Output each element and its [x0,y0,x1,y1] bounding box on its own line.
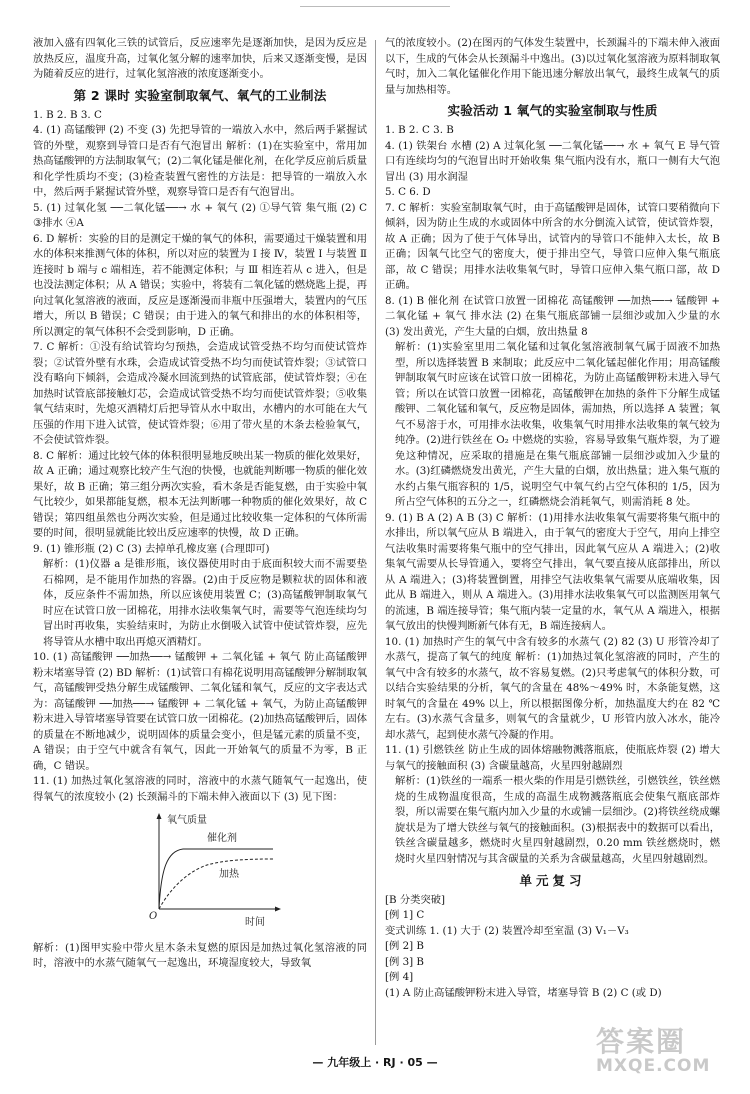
review-line: (1) A 防止高锰酸钾粉末进入导管，堵塞导管 B (2) C (或 D) [385,986,662,999]
unit-review-title: 单元复习 [519,873,586,888]
answer-line: 6. D 解析：实验的目的是测定干燥的氧气的体积，需要通过干燥装置和用水的体积来推测气体的体积，所以对应的装置为 Ⅰ 接 Ⅳ，装置 Ⅰ 与装置 Ⅱ 连接时 b 端与 c 端相连，若不能测定体积；与 Ⅲ 相连若从 c 进入，但是也没法测定体积；从 A 错误；实验中，将装有二氧化锰的燃烧匙上提，再向过氧化氢溶液的液面，反应是逐渐漫而非瓶中压强增大，装置内的气压增大，所以 B 错误；C 错误；由于进入的氧气和排出的水的体积相等，所以测定的氧气体积不会受到影响，D 正确。 [33,232,367,338]
answer-line: 5. C 6. D [385,186,431,198]
answer-line: 9. (1) B A (2) A B (3) C 解析：(1)用排水法收集氧气需要将集气瓶中的水排出，所以氧气应从 B 端进入，由于氧气的密度大于空气，用向上排空气法收集时需要将集气瓶中的空气排出，因此氧气应从 A 端进入；(2)收集氧气需要从长导管通入，要将空气排出，氧气要直接从底部排出，所以从 A 端进入；(3)将装置倒置，用排空气法收集氧气需要从底端收集，因此从 B 端进入，则从 A 端进入。(3)用排水法收集氧气可以监测医用氧气的流速，B 端连接导管；集气瓶内装一定量的水，氧气从 A 端进入，根据氧气放出的快慢判断新气体有无，B 端连接病人。 [385,511,720,632]
x-axis-arrow [275,907,281,912]
answer-line: 1. B 2. B 3. C [33,108,102,121]
review-line: [例 4] [385,971,414,983]
watermark-logo [596,1020,720,1084]
answer-line: 4. (1) 铁架台 水槽 (2) A 过氧化氢 ──二氧化锰──→ 水 + 氧气 E 导气管口有连续均匀的气泡冒出时开始收集 集气瓶内没有水，瓶口一侧有大气泡冒出 (3) 用水润湿 [385,139,720,183]
analysis-line: 解析：(1)图甲实验中带火星木条未复燃的原因是加热过氧化氢溶液的同时，溶液中的水蒸气随氧气一起逸出，环境湿度较大，导致氧 [33,941,367,969]
section-title-activity-1: 实验活动 1 氧气的实验室制取与性质 [447,103,658,118]
series-catalyst-label: 催化剂 [207,833,237,844]
watermark-domain: MXQE.COM [596,1056,711,1076]
left-intro: 液加入盛有四氧化三铁的试管后，反应速率先是逐渐加快，是因为反应是放热反应，温度升高，过氧化氢分解的速率加快，后来又逐渐变慢，是因为随着反应的进行，过氧化氢溶液的浓度逐渐变小。 [33,37,367,80]
review-line: [例 1] C [385,909,425,921]
answer-line: 10. (1) 加热时产生的氧气中含有较多的水蒸气 (2) 82 (3) U 形管冷却了水蒸气，提高了氧气的纯度 解析：(1)加热过氧化氢溶液的同时，产生的氧气中含有较多的水蒸气，故不容易复燃。(2)只考虑氧气的体积分数，可以结合实验结果的分析，氧气的含量在 48%～49% 时，木条能复燃，这时氧气的含量在 49% 以上，所以根据图像分析，加热温度大约在 82 ℃ 左右。(3)水蒸气含量多，则氧气的含量就少，U 形管内放入冰水，能冷却水蒸气，起到使水蒸气冷凝的作用。 [385,635,720,741]
review-line: [例 2] B [385,940,424,952]
answer-line: 8. C 解析：通过比较气体的体积很明显地反映出某一物质的催化效果好，故 A 正确；通过观察比较产生气泡的快慢，也就能判断哪一物质的催化效果好，故 B 正确；第三组分两次实验，看木条是否能复燃，由于实验中氧气比较少，如果都能复燃，根本无法判断哪一种物质的催化效果好，故 C 错误；第四组虽然也分两次实验，但是通过比较收集一定体积的气体所需要的时间，很明显就能比较出反应速率的快慢，故 D 正确。 [33,449,367,539]
origin-label: O [149,911,158,922]
y-axis-label: 氧气质量 [167,815,207,826]
answer-line: 5. (1) 过氧化氢 ──二氧化锰──→ 水 + 氧气 (2) ①导气管 集气瓶 (2) C ③排水 ④A [33,201,367,229]
answer-line: 解析：(1)铁丝的一端系一根火柴的作用是引燃铁丝，引燃铁丝，铁丝燃烧的生成物温度很高，生成的高温生成物溅落瓶底会使集气瓶底部炸裂，所以需要在集气瓶内加入少量的水或铺一层细沙。(2)将铁丝绕成螺旋状是为了增大铁丝与氧气的接触面积。(3)根据表中的数据可以看出，铁丝含碳量越多，燃烧时火星四射越剧烈，0.20 mm 铁丝燃烧时，燃烧时火星四射情况与其含碳量的关系为含碳量越高，火星四射越剧烈。 [395,775,720,865]
y-axis-arrow [157,813,162,819]
top-rule [300,6,450,7]
column-divider [375,40,376,1045]
series-heating-label: 加热 [219,869,239,880]
series-catalyst-line [159,849,273,909]
right-intro: 气的浓度较小。(2)在图丙的气体发生装置中，长颈漏斗的下端未伸入液面以下，生成的气体会从长颈漏斗中逸出。(3)以过氧化氢溶液为原料制取氧气时，加入二氧化锰催化作用下能迅速分解放出氧气，最终生成氧气的质量与加热相等。 [385,37,720,96]
answer-line: 11. (1) 加热过氧化氢溶液的同时，溶液中的水蒸气随氧气一起逸出，使得氧气的浓度较小 (2) 长颈漏斗的下端未伸入液面以下 (3) 见下图： [33,775,367,803]
answer-line: 11. (1) 引燃铁丝 防止生成的固体熔融物溅落瓶底，使瓶底炸裂 (2) 增大与氧气的接触面积 (3) 含碳量越高，火星四射越剧烈 [385,744,720,772]
page-footer: — 九年级上 · RJ · 05 — [312,1056,438,1069]
left-column [33,36,367,972]
answer-line: 解析：(1)仪器 a 是锥形瓶，该仪器使用时由于底面积较大而不需要垫石棉网，是不能用作加热的容器。(2)由于反应物是颗粒状的固体和液体，反应条件不需加热，所以应该使用装置 C；(3)高锰酸钾制取氧气时应在试管口放一团棉花，用排水法收集氧气时，需要等气泡连续均匀冒出时再收集，实验结束时，为防止水倒吸入试管中使试管炸裂，应先将导管从水槽中取出再熄灭酒精灯。 [43,558,367,648]
series-heating-line [159,859,273,909]
answer-line: 解析：(1)实验室里用二氧化锰和过氧化氢溶液制氧气属于固液不加热型，所以选择装置 B 来制取；此反应中二氧化锰起催化作用；用高锰酸钾制取氧气时应该在试管口放一团棉花，为防止高锰酸钾粉末进入导气管；所以在试管口放置一团棉花，高锰酸钾在加热的条件下分解生成锰酸钾、二氧化锰和氧气，反应物是固体，需加热，所以选择 A 装置；氧气不易溶于水，可用排水法收集，收集氧气时用排水法收集的氧气较为纯净。(2)进行铁丝在 O₂ 中燃烧的实验，容易导致集气瓶炸裂，为了避免这种情况，应采取的措施是在集气瓶底部铺一层细沙或加入少量的水。(3)红磷燃烧发出黄光，产生大量的白烟，放出热量；进入集气瓶的水约占集气瓶容积的 1/5，说明空气中氧气约占空气体积的 1/5，因为所占空气体积的五分之一，红磷燃烧会消耗氧气，则需消耗 8 处。 [395,341,720,508]
section-title-lesson-2: 第 2 课时 实验室制取氧气、氧气的工业制法 [73,87,327,103]
review-line: 变式训练 1. (1) 大于 (2) 装置冷却至室温 (3) V₁－V₃ [385,924,629,937]
review-line: [B 分类突破] [385,893,446,906]
answer-line: 7. C 解析：实验室制取氧气时，由于高锰酸钾是固体，试管口要稍微向下倾斜，因为防止生成的水或固体中所含的水分倒流入试管，使试管炸裂，故 A 正确；因为了使于气体导出，试管内的导管口不能伸入太长，故 B 正确；因氧气比空气的密度大，便于排出空气，导管口应伸入集气瓶底部，故 C 错误；用排水法收集氧气时，导管口应伸入集气瓶口部，故 D 正确。 [385,201,720,291]
answer-line: 8. (1) B 催化剂 在试管口放置一团棉花 高锰酸钾 ──加热──→ 锰酸钾 + 二氧化锰 + 氧气 排水法 (2) 在集气瓶底部铺一层细沙或加入少量的水 (3) 发出黄光，产生大量的白烟，放出热量 8 [385,294,720,338]
answer-line: 7. C 解析：①没有给试管均匀预热，会造成试管受热不均匀而使试管炸裂；②试管外壁有水珠，会造成试管受热不均匀而使试管炸裂；③试管口没有略向下倾斜，会造成冷凝水回流到热的试管底部，使试管炸裂；④在加热时试管底部接触灯芯，会造成试管受热不均匀而使试管炸裂；⑤收集氧气结束时，先熄灭酒精灯后把导管从水中取出，水槽内的水可能在大气压强的作用下进入试管，使试管炸裂；⑥用了带火星的木条去检验氧气，不会使试管炸裂。 [33,341,367,446]
oxygen-mass-diagram [137,809,287,931]
answer-line: 10. (1) 高锰酸钾 ──加热──→ 锰酸钾 + 二氧化锰 + 氧气 防止高锰酸钾粉末堵塞导管 (2) BD 解析：(1)试管口有棉花说明用高锰酸钾分解制取氧气，高锰酸钾受热分解生成锰酸钾、二氧化锰和氧气，反应的文字表达式为：高锰酸钾 ──加热──→ 锰酸钾 + 二氧化锰 + 氧气，为防止高锰酸钾粉末进入导管堵塞导管要在试管口放一团棉花。(2)加热高锰酸钾后，固体的质量在不断地减少，说明固体的质量会变小，但是锰元素的质量不变，A 错误；由于空气中就含有氧气，因此一开始氧气的质量不为零，B 正确，C 错误。 [33,651,367,772]
answer-line: 1. B 2. C 3. B [385,124,454,136]
right-column [385,36,720,1001]
review-line: [例 3] B [385,955,424,968]
answer-line: 9. (1) 锥形瓶 (2) C (3) 去掉单孔橡皮塞 (合理即可) [33,542,270,555]
x-axis-label: 时间 [245,917,265,928]
answer-line: 4. (1) 高锰酸钾 (2) 不变 (3) 先把导管的一端放入水中，然后两手紧握试管的外壁，观察到导管口是否有气泡冒出 解析：(1)在实验室中，常用加热高锰酸钾的方法制取氧气；(2)二氧化锰是催化剂，在化学反应前后质量和化学性质均不变；(3)检查装置气密性的方法是：把导管的一端放入水中，然后两手紧握试管外壁，观察导管口是否有气泡冒出。 [33,124,367,198]
watermark-text: 答案圈 [596,1025,687,1058]
